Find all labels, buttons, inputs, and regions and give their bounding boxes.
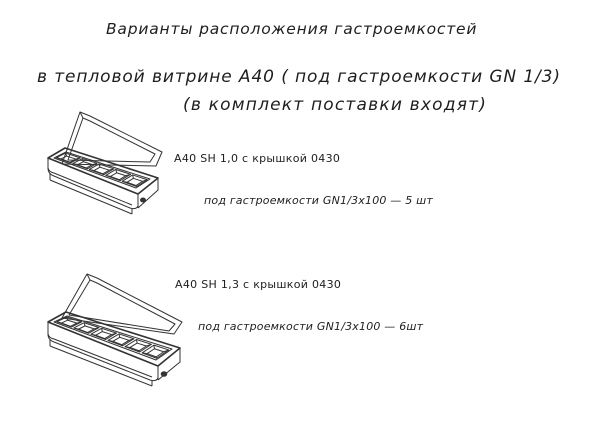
- title-line-1: Варианты расположения гастроемкостей: [106, 20, 478, 38]
- lid-inner: [68, 118, 155, 162]
- container-edge: [74, 328, 79, 329]
- container-edge: [91, 334, 96, 335]
- title-line-3: (в комплект поставки входят): [183, 95, 488, 115]
- container-edge: [122, 345, 123, 346]
- container-edge: [105, 339, 106, 340]
- container-edge: [122, 181, 127, 182]
- model-label-2: A40 SH 1,3 с крышкой 0430: [175, 278, 342, 291]
- container-edge: [71, 326, 72, 327]
- display-case-drawing-6: [42, 270, 192, 395]
- control-knob: [161, 372, 167, 376]
- container-edge: [77, 322, 82, 323]
- container-edge: [139, 351, 140, 352]
- container-spec-2: под гастроемкости GN1/3x100 — 6шт: [198, 320, 424, 333]
- container-edge: [119, 180, 120, 181]
- container-edge: [136, 186, 137, 187]
- container-edge: [94, 328, 99, 329]
- container-edge: [119, 334, 120, 337]
- container-edge: [86, 168, 87, 169]
- container-edge: [112, 333, 117, 334]
- container-edge: [106, 175, 111, 176]
- container-edge: [88, 332, 89, 333]
- container-group: [57, 317, 169, 358]
- case-rim: [48, 148, 158, 194]
- container-spec-1: под гастроемкости GN1/3x100 — 5 шт: [204, 194, 433, 207]
- container-edge: [70, 162, 71, 163]
- container-edge: [154, 345, 155, 349]
- title-line-2: в тепловой витрине A40 ( под гастроемкости GN 1/3): [37, 67, 561, 87]
- container-edge: [126, 174, 131, 175]
- container-edge: [103, 174, 104, 175]
- display-case-drawing-5: [40, 108, 175, 223]
- container-edge: [89, 169, 94, 170]
- container-edge: [136, 340, 137, 344]
- container-edge: [109, 169, 114, 170]
- lid: [62, 112, 162, 166]
- control-knob: [141, 198, 146, 202]
- container-edge: [156, 357, 157, 358]
- model-label-1: A40 SH 1,0 с крышкой 0430: [174, 152, 341, 165]
- container-edge: [76, 158, 81, 159]
- container-edge: [142, 353, 147, 354]
